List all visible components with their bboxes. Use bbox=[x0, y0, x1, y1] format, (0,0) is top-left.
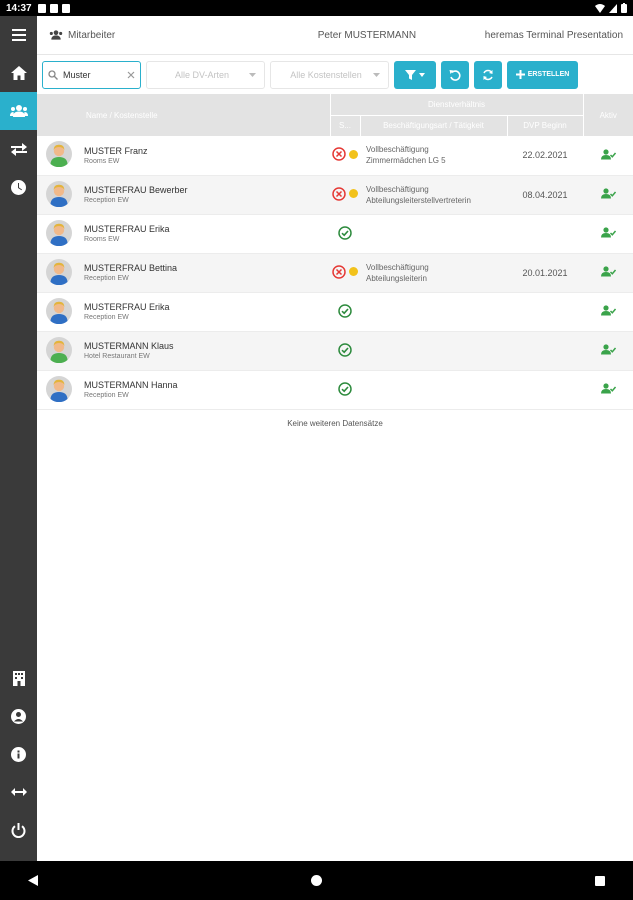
status-cell bbox=[330, 214, 360, 253]
name-cell bbox=[80, 292, 330, 331]
status-cell bbox=[330, 331, 360, 370]
home-icon[interactable] bbox=[0, 54, 37, 92]
android-nav-bar bbox=[0, 861, 633, 900]
clear-icon[interactable] bbox=[127, 71, 135, 79]
sidebar bbox=[0, 16, 37, 861]
clock-icon[interactable] bbox=[0, 168, 37, 206]
avatar bbox=[46, 181, 72, 209]
status-cell bbox=[330, 370, 360, 409]
employment-cell bbox=[360, 136, 507, 175]
begin-date: 22.02.2021 bbox=[522, 150, 568, 161]
begin-cell bbox=[507, 214, 583, 253]
chevron-down-icon bbox=[373, 73, 380, 77]
cost-center: Rooms EW bbox=[84, 157, 120, 165]
table-row[interactable] bbox=[37, 214, 633, 253]
toolbar bbox=[37, 54, 633, 94]
active-cell[interactable] bbox=[583, 136, 633, 175]
name-column-header[interactable]: Name / Kostenstelle bbox=[80, 94, 330, 136]
dv-arten-select[interactable] bbox=[146, 61, 265, 89]
employee-table bbox=[37, 94, 633, 410]
job-title: Abteilungsleiterin bbox=[366, 273, 427, 283]
top-bar bbox=[37, 16, 633, 54]
wifi-icon bbox=[595, 4, 605, 13]
table-row[interactable] bbox=[37, 175, 633, 214]
cost-center: Rooms EW bbox=[84, 236, 120, 243]
avatar-cell bbox=[37, 253, 80, 292]
job-title: Abteilungsleiterstellvertreterin bbox=[366, 195, 471, 205]
employment-cell bbox=[360, 370, 507, 409]
active-user-icon bbox=[601, 305, 616, 316]
begin-date: 08.04.2021 bbox=[522, 189, 568, 200]
create-button[interactable] bbox=[507, 61, 578, 89]
avatar-column-header bbox=[37, 94, 80, 136]
create-button-label: ERSTELLEN bbox=[527, 71, 570, 78]
begin-cell bbox=[507, 370, 583, 409]
table-row[interactable] bbox=[37, 253, 633, 292]
status-bar bbox=[0, 0, 633, 16]
employee-name: MUSTER Franz bbox=[84, 145, 148, 156]
kostenstelle-placeholder: Alle Kostenstellen bbox=[290, 69, 362, 80]
filter-icon bbox=[405, 70, 416, 80]
chevron-down-icon bbox=[249, 73, 256, 77]
employment-cell bbox=[360, 214, 507, 253]
resize-icon[interactable] bbox=[0, 773, 37, 811]
info-icon[interactable] bbox=[0, 735, 37, 773]
name-cell bbox=[80, 253, 330, 292]
name-cell bbox=[80, 175, 330, 214]
undo-icon bbox=[449, 69, 461, 81]
avatar-cell bbox=[37, 136, 80, 175]
employment-type: Vollbeschäftigung bbox=[366, 262, 429, 272]
dv-arten-placeholder: Alle DV-Arten bbox=[174, 69, 230, 80]
users-icon[interactable] bbox=[0, 92, 37, 130]
breadcrumb-label: Mitarbeiter bbox=[68, 29, 116, 41]
active-user-icon bbox=[601, 227, 616, 238]
breadcrumb bbox=[49, 30, 249, 41]
begin-cell bbox=[507, 253, 583, 292]
active-cell[interactable] bbox=[583, 370, 633, 409]
filter-button[interactable] bbox=[394, 61, 436, 89]
cost-center: Hotel Restaurant EW bbox=[84, 353, 150, 360]
account-icon[interactable] bbox=[0, 697, 37, 735]
avatar bbox=[46, 259, 72, 287]
active-cell[interactable] bbox=[583, 292, 633, 331]
signal-icon bbox=[609, 4, 617, 13]
employee-name: MUSTERFRAU Erika bbox=[84, 224, 170, 234]
table-body bbox=[37, 136, 633, 409]
avatar-cell bbox=[37, 370, 80, 409]
active-user-icon bbox=[601, 149, 616, 160]
begin-column-header[interactable]: DVP Beginn bbox=[507, 115, 583, 136]
search-value: Muster bbox=[63, 69, 91, 80]
begin-date: 20.01.2021 bbox=[522, 267, 568, 278]
plus-icon bbox=[516, 70, 525, 79]
active-cell[interactable] bbox=[583, 175, 633, 214]
aktiv-column-header[interactable]: Aktiv bbox=[583, 94, 633, 136]
job-title: Zimmermädchen LG 5 bbox=[366, 156, 446, 166]
avatar bbox=[46, 220, 72, 248]
name-cell bbox=[80, 370, 330, 409]
kostenstelle-select[interactable] bbox=[270, 61, 389, 89]
active-cell[interactable] bbox=[583, 331, 633, 370]
employment-type: Vollbeschäftigung bbox=[366, 184, 429, 194]
active-user-icon bbox=[601, 383, 616, 394]
status-cell bbox=[330, 175, 360, 214]
status-column-header[interactable]: S... bbox=[330, 115, 360, 136]
table-row[interactable] bbox=[37, 370, 633, 409]
battery-icon bbox=[621, 3, 627, 13]
search-icon bbox=[48, 70, 58, 80]
name-cell bbox=[80, 214, 330, 253]
error-icon bbox=[332, 265, 346, 279]
status-cell bbox=[330, 292, 360, 331]
employment-type: Vollbeschäftigung bbox=[366, 145, 429, 155]
power-icon[interactable] bbox=[0, 811, 37, 849]
cost-center: Reception EW bbox=[84, 197, 129, 204]
status-cell bbox=[330, 136, 360, 175]
refresh-icon bbox=[482, 69, 494, 81]
employment-cell bbox=[360, 253, 507, 292]
avatar-cell bbox=[37, 175, 80, 214]
check-circle-icon bbox=[338, 343, 352, 357]
begin-cell bbox=[507, 292, 583, 331]
check-circle-icon bbox=[338, 226, 352, 240]
chevron-down-icon bbox=[419, 73, 425, 77]
app-window bbox=[0, 16, 633, 861]
table-row[interactable] bbox=[37, 331, 633, 370]
transfer-icon[interactable] bbox=[0, 130, 37, 168]
warning-dot-icon bbox=[349, 267, 358, 276]
avatar-cell bbox=[37, 292, 80, 331]
search-input[interactable] bbox=[42, 61, 141, 89]
system-icons bbox=[595, 3, 627, 13]
employee-name: MUSTERFRAU Bewerber bbox=[84, 185, 188, 195]
home-button-icon[interactable] bbox=[311, 875, 322, 886]
no-more-records: Keine weiteren Datensätze bbox=[287, 418, 383, 428]
employee-name: MUSTERFRAU Bettina bbox=[84, 263, 178, 273]
error-icon bbox=[332, 187, 346, 201]
employee-name: MUSTERMANN Hanna bbox=[84, 380, 178, 390]
reset-button[interactable] bbox=[441, 61, 469, 89]
table-row[interactable] bbox=[37, 292, 633, 331]
avatar-cell bbox=[37, 214, 80, 253]
name-cell bbox=[80, 136, 330, 175]
cost-center: Reception EW bbox=[84, 392, 129, 399]
employment-cell bbox=[360, 175, 507, 214]
active-user-icon bbox=[601, 266, 616, 277]
status-time: 14:37 bbox=[6, 2, 32, 14]
begin-cell bbox=[507, 331, 583, 370]
building-icon[interactable] bbox=[0, 659, 37, 697]
cost-center: Reception EW bbox=[84, 314, 129, 321]
dienstverhaeltnis-group-header: Dienstverhältnis bbox=[330, 94, 583, 115]
avatar bbox=[46, 337, 72, 365]
table-row[interactable] bbox=[37, 136, 633, 175]
menu-icon[interactable] bbox=[0, 16, 37, 54]
avatar bbox=[46, 298, 72, 326]
active-user-icon bbox=[601, 188, 616, 199]
notification-icons bbox=[38, 4, 70, 13]
main-content bbox=[37, 16, 633, 861]
active-cell[interactable] bbox=[583, 253, 633, 292]
begin-cell bbox=[507, 136, 583, 175]
begin-cell bbox=[507, 175, 583, 214]
recents-icon[interactable] bbox=[595, 876, 605, 886]
beschaeftigung-column-header[interactable]: Beschäftigungsart / Tätigkeit bbox=[360, 115, 507, 136]
employment-cell bbox=[360, 292, 507, 331]
warning-dot-icon bbox=[349, 189, 358, 198]
check-circle-icon bbox=[338, 304, 352, 318]
active-cell[interactable] bbox=[583, 214, 633, 253]
error-icon bbox=[332, 147, 346, 161]
terminal-name: heremas Terminal Presentation bbox=[484, 29, 623, 41]
name-cell bbox=[80, 331, 330, 370]
active-user-icon bbox=[601, 344, 616, 355]
current-user: Peter MUSTERMANN bbox=[317, 29, 417, 41]
avatar bbox=[46, 376, 72, 404]
employee-name: MUSTERFRAU Erika bbox=[84, 302, 170, 312]
users-icon bbox=[49, 30, 63, 40]
status-cell bbox=[330, 253, 360, 292]
employee-name: MUSTERMANN Klaus bbox=[84, 341, 174, 351]
refresh-button[interactable] bbox=[474, 61, 502, 89]
cost-center: Reception EW bbox=[84, 275, 129, 282]
avatar-cell bbox=[37, 331, 80, 370]
back-icon[interactable] bbox=[28, 875, 38, 886]
check-circle-icon bbox=[338, 382, 352, 396]
warning-dot-icon bbox=[349, 150, 358, 159]
avatar bbox=[46, 141, 72, 169]
employment-cell bbox=[360, 331, 507, 370]
